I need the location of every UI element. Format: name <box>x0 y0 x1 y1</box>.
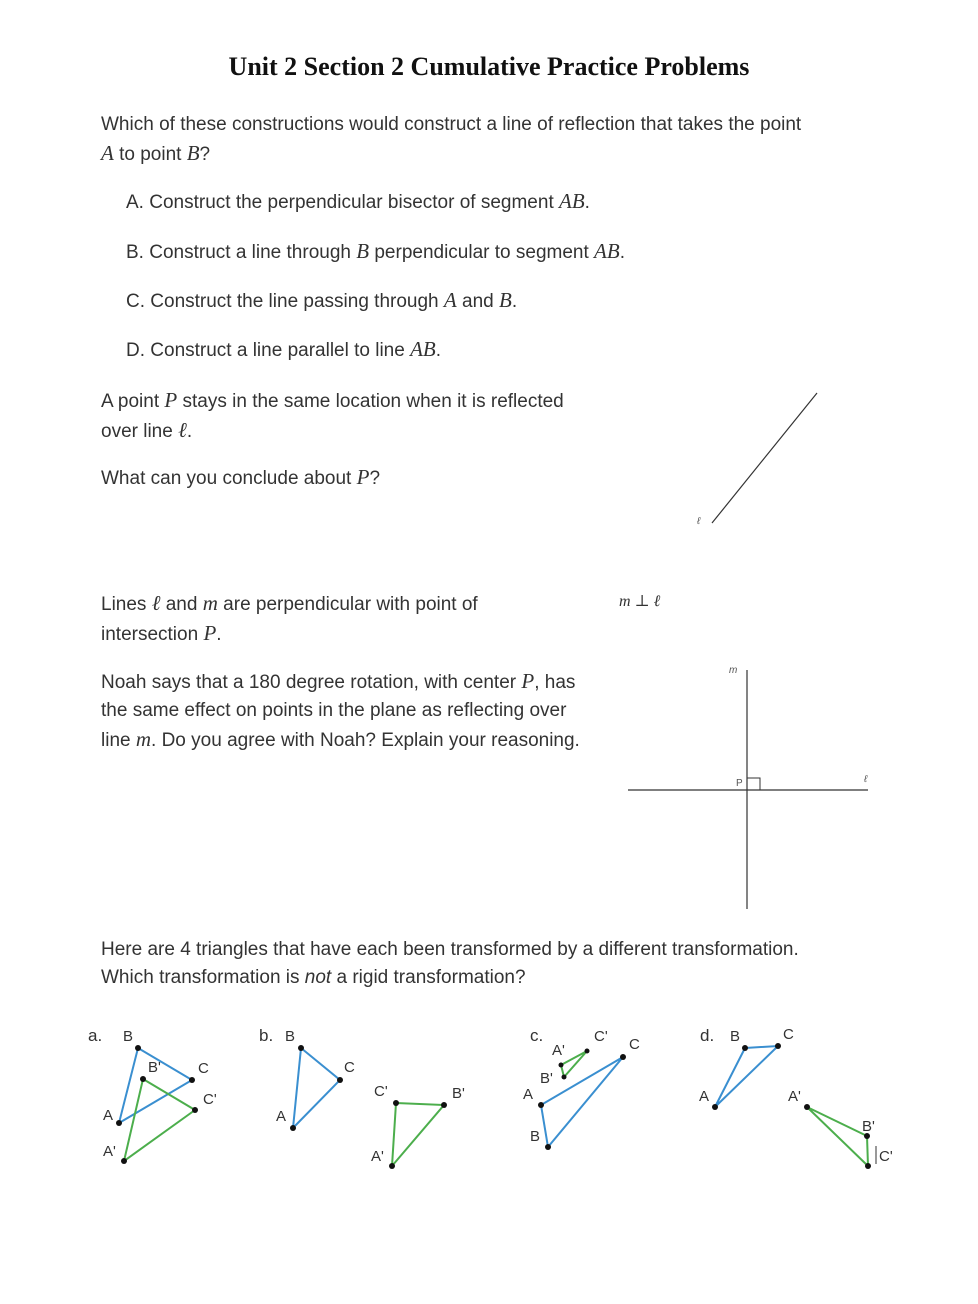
q3-var: m <box>202 591 218 615</box>
label-c: C <box>344 1059 355 1076</box>
q4-text: Which transformation is <box>101 967 305 988</box>
q3-text: Lines <box>101 594 152 615</box>
q2-text: A point <box>101 391 165 412</box>
q4-emphasis: not <box>304 967 332 988</box>
original-triangle <box>293 1048 340 1128</box>
q3-text: are perpendicular with point of <box>217 594 478 615</box>
point-b <box>135 1045 141 1051</box>
panel-label: c. <box>530 1026 544 1045</box>
option-var: B <box>499 288 512 312</box>
label-b-prime: B' <box>452 1085 465 1102</box>
line-m-label: m <box>729 665 738 676</box>
point-c <box>620 1054 626 1060</box>
point-a-prime <box>121 1158 127 1164</box>
label-c: C <box>198 1060 209 1077</box>
label-b-prime: B' <box>148 1059 161 1076</box>
point-c-prime <box>865 1163 871 1169</box>
point-c <box>775 1043 781 1049</box>
q2-var-p: P <box>164 388 178 412</box>
label-c: C <box>783 1026 794 1043</box>
label-a-prime: A' <box>103 1143 116 1160</box>
line-l-label: ℓ <box>864 774 868 785</box>
image-triangle <box>561 1051 587 1077</box>
point-b <box>298 1045 304 1051</box>
point-a <box>538 1102 544 1108</box>
point-c-prime <box>393 1100 399 1106</box>
point-a <box>290 1125 296 1131</box>
label-c: C <box>629 1036 640 1053</box>
q3-var: P <box>521 669 535 693</box>
point-b <box>742 1045 748 1051</box>
point-b <box>545 1144 551 1150</box>
label-b: B <box>123 1028 134 1045</box>
label-b: B <box>730 1028 741 1045</box>
label-a: A <box>103 1107 114 1124</box>
q3-text: the same effect on points in the plane as reflecting over <box>101 700 567 721</box>
panel-c[interactable] <box>523 1026 640 1150</box>
q1-var-b: B <box>186 141 200 165</box>
point-b-prime <box>562 1075 567 1080</box>
option-text: . <box>584 192 590 213</box>
option-text: . <box>511 291 518 312</box>
point-c <box>189 1077 195 1083</box>
point-b-prime <box>441 1102 447 1108</box>
option-var: B <box>356 239 370 263</box>
label-a: A <box>523 1086 534 1103</box>
q1-var-a: A <box>101 141 114 165</box>
label-b: B <box>285 1028 296 1045</box>
option-text: B. Construct a line through <box>126 242 357 263</box>
label-a-prime: A' <box>788 1088 801 1105</box>
page-title: Unit 2 Section 2 Cumulative Practice Problems <box>228 52 750 81</box>
point-a <box>712 1104 718 1110</box>
q3-text: line <box>101 730 136 751</box>
q1-prompt-mid: to point <box>113 144 187 165</box>
q2-text: over line <box>101 421 179 442</box>
point-c-prime <box>192 1107 198 1113</box>
original-triangle <box>541 1057 623 1147</box>
panel-label: d. <box>700 1026 715 1045</box>
image-triangle <box>807 1107 868 1166</box>
panel-label: b. <box>259 1026 274 1045</box>
q2-text: stays in the same location when it is reflected <box>177 391 564 412</box>
label-c-prime: C' <box>203 1091 217 1108</box>
image-triangle <box>392 1103 444 1166</box>
panel-d[interactable] <box>699 1026 893 1169</box>
q3-text: Noah says that a 180 degree rotation, with center <box>101 672 522 693</box>
original-triangle <box>715 1046 778 1107</box>
option-text: C. Construct the line passing through <box>126 291 444 312</box>
image-triangle <box>124 1079 195 1161</box>
q1-prompt-end: ? <box>199 144 211 165</box>
option-text: D. Construct a line parallel to line <box>126 340 411 361</box>
label-a: A <box>276 1108 287 1125</box>
option-var: AB <box>410 337 436 361</box>
option-text: . <box>619 242 625 263</box>
label-b: B <box>530 1128 541 1145</box>
panel-b[interactable] <box>259 1026 465 1169</box>
point-a-prime <box>804 1104 810 1110</box>
panel-label: a. <box>88 1026 103 1045</box>
q3-text: , has <box>534 672 576 693</box>
point-a-prime <box>389 1163 395 1169</box>
q3-var: ℓ <box>151 591 161 615</box>
label-b-prime: B' <box>540 1070 553 1087</box>
q3-text: intersection <box>101 624 204 645</box>
label-a-prime: A' <box>552 1042 565 1059</box>
label-a-prime: A' <box>371 1148 384 1165</box>
q3-var: P <box>203 621 217 645</box>
option-text: perpendicular to segment <box>369 242 595 263</box>
label-c-prime: C' <box>594 1028 608 1045</box>
point-b-prime <box>140 1076 146 1082</box>
q1-prompt-text: Which of these constructions would construct a line of reflection that takes the point <box>101 114 802 135</box>
option-text: and <box>456 291 499 312</box>
option-text: . <box>435 340 442 361</box>
q3-text: and <box>160 594 203 615</box>
q2-var-p: P <box>356 465 370 489</box>
q4-text: a rigid transformation? <box>331 967 526 988</box>
panel-a[interactable] <box>88 1026 217 1164</box>
option-var: A <box>443 288 457 312</box>
q2-text: ? <box>369 468 381 489</box>
q2-var-l: ℓ <box>178 418 187 442</box>
option-var: AB <box>594 239 620 263</box>
label-c-prime: C' <box>879 1148 893 1165</box>
q2-text: What can you conclude about <box>101 468 357 489</box>
q2-text: . <box>186 421 193 442</box>
q3-text: . Do you agree with Noah? Explain your reasoning. <box>151 730 580 751</box>
label-a: A <box>699 1088 710 1105</box>
label-b-prime: B' <box>862 1118 875 1135</box>
q3-relation-text: m ⊥ ℓ <box>619 593 661 610</box>
q3-var: m <box>135 727 152 751</box>
point-c-prime <box>585 1049 590 1054</box>
option-text: A. Construct the perpendicular bisector of segment <box>126 192 560 213</box>
point-c <box>337 1077 343 1083</box>
point-a <box>116 1120 122 1126</box>
q4-text: Here are 4 triangles that have each been transformed by a different transformation. <box>101 939 799 960</box>
option-var: AB <box>559 189 585 213</box>
label-c-prime: C' <box>374 1083 388 1100</box>
point-p-label: P <box>736 778 743 789</box>
q3-text: . <box>216 624 222 645</box>
line-l-label: ℓ <box>697 516 701 527</box>
point-a-prime <box>559 1063 564 1068</box>
